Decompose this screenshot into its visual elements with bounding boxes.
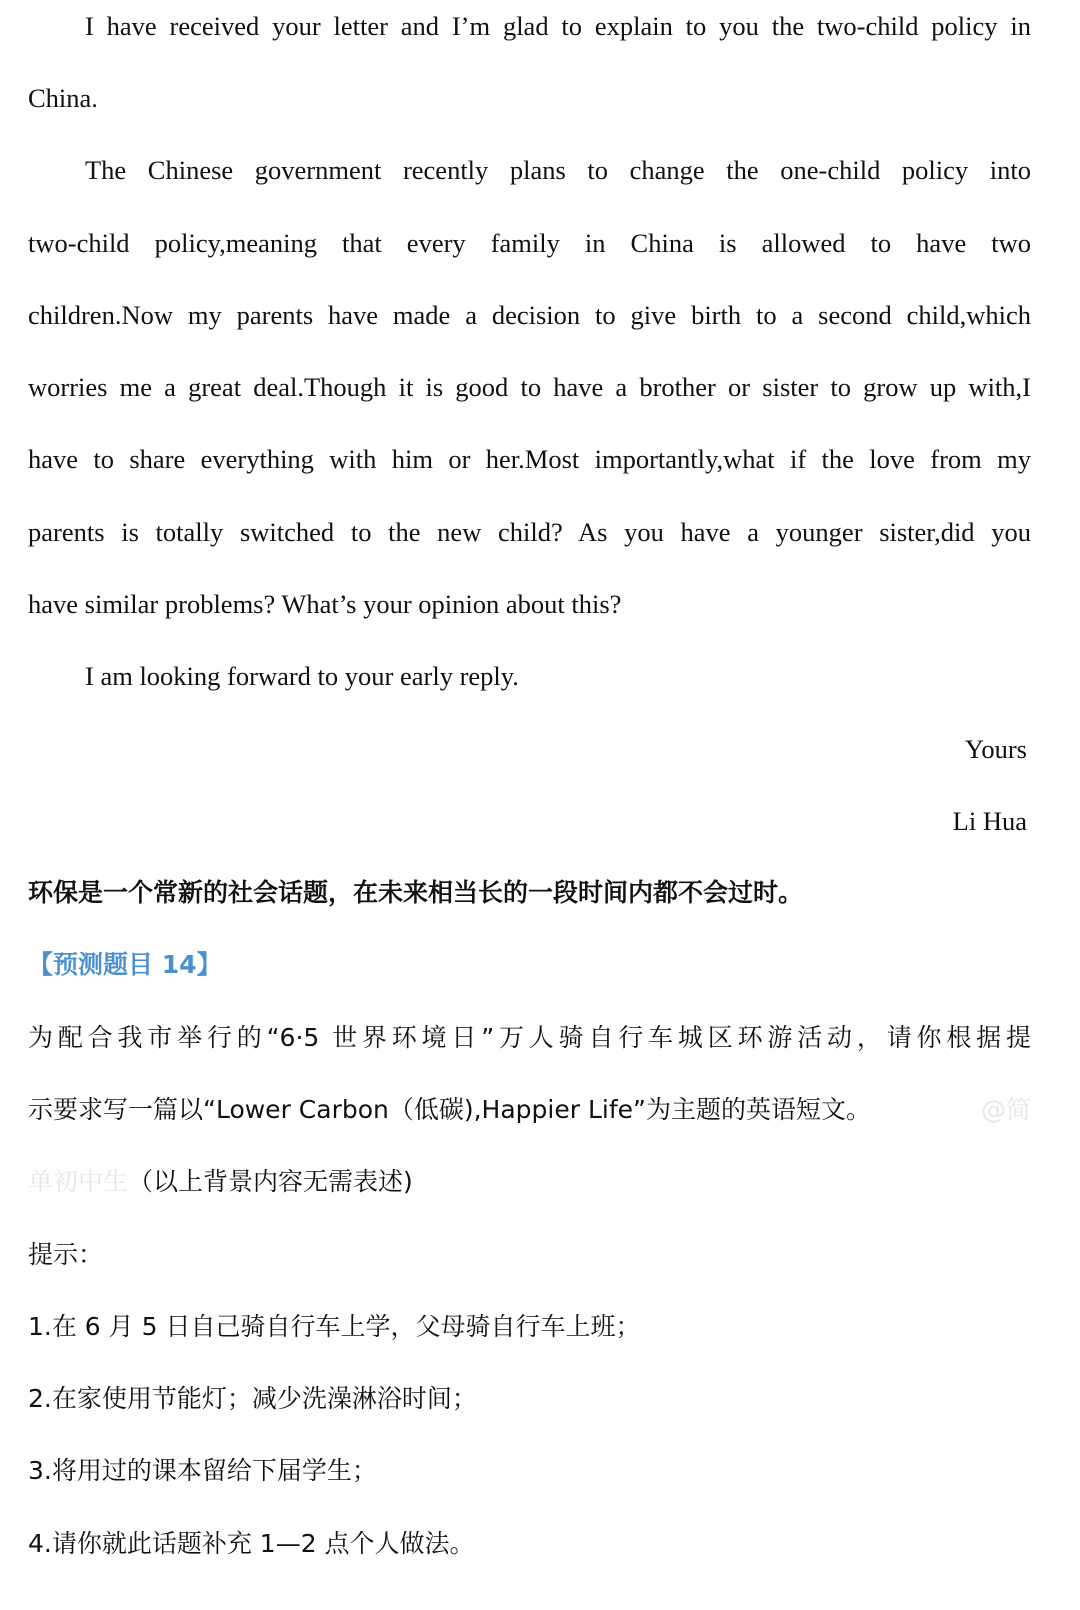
watermark-fragment: @简 [980,1095,1031,1124]
letter-paragraph-2-line-1: The Chinese government recently plans to change the one-child policy into [85,155,1031,185]
letter-closing: Yours [964,734,1027,764]
letter-paragraph-1-line-1: I have received your letter and I’m glad to explain to you the two-child policy in [85,11,1031,41]
hints-label: 提示： [28,1240,104,1269]
letter-signature: Li Hua [952,806,1027,836]
prompt-line-2 [28,1092,1031,1128]
letter-paragraph-2-line-5: have to share everything with him or her.Most importantly,what if the love from my [28,444,1031,474]
letter-paragraph-2-line-6: parents is totally switched to the new child? As you have a younger sister,did you [28,517,1031,547]
letter-paragraph-2-line-3: children.Now my parents have made a decision to give birth to a second child,which [28,300,1031,330]
prompt-line-3 [28,1164,1031,1200]
letter-paragraph-2-line-2: two-child policy,meaning that every family in China is allowed to have two [28,228,1031,258]
prompt-line-2-text: 示要求写一篇以“Lower Carbon（低碳),Happier Life”为主题的英语短文。 [28,1095,871,1124]
topic-note: 环保是一个常新的社会话题，在未来相当长的一段时间内都不会过时。 [28,878,804,907]
watermark-fragment: 单初中生 [28,1167,129,1196]
section-title: 【预测题目 14】 [28,950,222,979]
hint-item: 3.将用过的课本留给下届学生； [28,1456,377,1485]
letter-paragraph-1-line-2: China. [28,83,98,113]
letter-paragraph-3: I am looking forward to your early reply. [85,661,519,691]
hint-item: 4.请你就此话题补充 1—2 点个人做法。 [28,1529,475,1558]
letter-paragraph-2-line-7: have similar problems? What’s your opinion about this? [28,589,622,619]
prompt-line-1: 为配合我市举行的“6·5 世界环境日”万人骑自行车城区环游活动，请你根据提 [28,1023,1031,1052]
prompt-line-3-text: （以上背景内容无需表述) [128,1167,413,1196]
hint-item: 1.在 6 月 5 日自己骑自行车上学，父母骑自行车上班； [28,1312,641,1341]
hint-item: 2.在家使用节能灯；减少洗澡淋浴时间； [28,1384,477,1413]
letter-paragraph-2-line-4: worries me a great deal.Though it is good to have a brother or sister to grow up with,I [28,372,1031,402]
